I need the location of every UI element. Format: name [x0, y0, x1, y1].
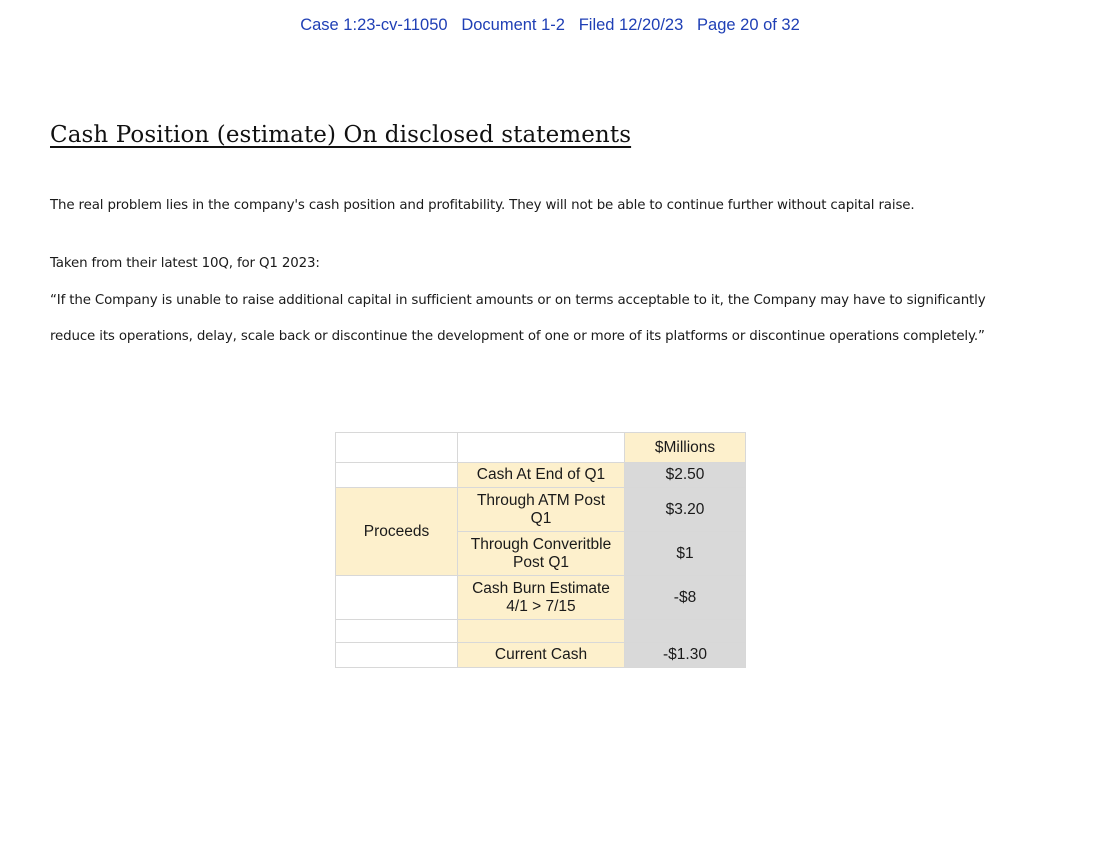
paragraph-cash-problem: The real problem lies in the company's cash position and profitability. They will not be able to continue further without capital raise.: [50, 198, 915, 213]
table-header-row: [336, 433, 753, 463]
table-edge-cell: [746, 433, 753, 463]
table-edge-cell: [746, 643, 753, 668]
case-header: Case 1:23-cv-11050 Document 1-2 Filed 12/20/23 Page 20 of 32: [300, 16, 800, 34]
row-value-cash-end-q1: $2.50: [625, 463, 746, 488]
proceeds-group-label: Proceeds: [336, 488, 458, 576]
table-cell-empty: [336, 433, 458, 463]
table-row: [336, 643, 753, 668]
page-title: Cash Position (estimate) On disclosed statements: [50, 122, 632, 148]
table-row: [336, 576, 753, 620]
row-label-atm-post-q1: [458, 488, 625, 532]
table-row: [336, 463, 753, 488]
table-cell-empty: [336, 620, 458, 643]
table-cell-empty: [458, 433, 625, 463]
cash-table-container: [335, 432, 752, 668]
table-edge-cell: [746, 488, 753, 532]
row-value-blank: [625, 620, 746, 643]
table-cell-empty: [336, 463, 458, 488]
row-label-current-cash: Current Cash: [458, 643, 625, 668]
paragraph-quote-line-2: reduce its operations, delay, scale back or discontinue the development of one or more of its platforms or discontinue operations completely.”: [50, 329, 985, 344]
units-header-cell: $Millions: [625, 433, 746, 463]
table-cell-empty: [336, 643, 458, 668]
row-label-cash-burn-estimate: [458, 576, 625, 620]
table-row: [336, 488, 753, 532]
paragraph-10q-source: Taken from their latest 10Q, for Q1 2023:: [50, 256, 320, 271]
row-value-atm-post-q1: $3.20: [625, 488, 746, 532]
row-label-convertible-post-q1-text: Through Converitble Post Q1: [470, 535, 612, 571]
cash-position-table: [335, 432, 752, 668]
table-row: [336, 620, 753, 643]
table-edge-cell: [746, 532, 753, 576]
table-cell-empty: [336, 576, 458, 620]
row-label-cash-end-q1: Cash At End of Q1: [458, 463, 625, 488]
row-value-cash-burn-estimate: -$8: [625, 576, 746, 620]
row-label-atm-post-q1-text: Through ATM Post Q1: [476, 491, 606, 527]
table-edge-cell: [746, 620, 753, 643]
row-label-cash-burn-estimate-text: Cash Burn Estimate 4/1 > 7/15: [472, 579, 610, 615]
row-label-blank: [458, 620, 625, 643]
row-value-current-cash: -$1.30: [625, 643, 746, 668]
paragraph-quote-line-1: “If the Company is unable to raise additional capital in sufficient amounts or on terms acceptable to it, the Company may have to significantly: [50, 293, 986, 308]
table-edge-cell: [746, 576, 753, 620]
row-label-convertible-post-q1: [458, 532, 625, 576]
table-edge-cell: [746, 463, 753, 488]
row-value-convertible-post-q1: $1: [625, 532, 746, 576]
